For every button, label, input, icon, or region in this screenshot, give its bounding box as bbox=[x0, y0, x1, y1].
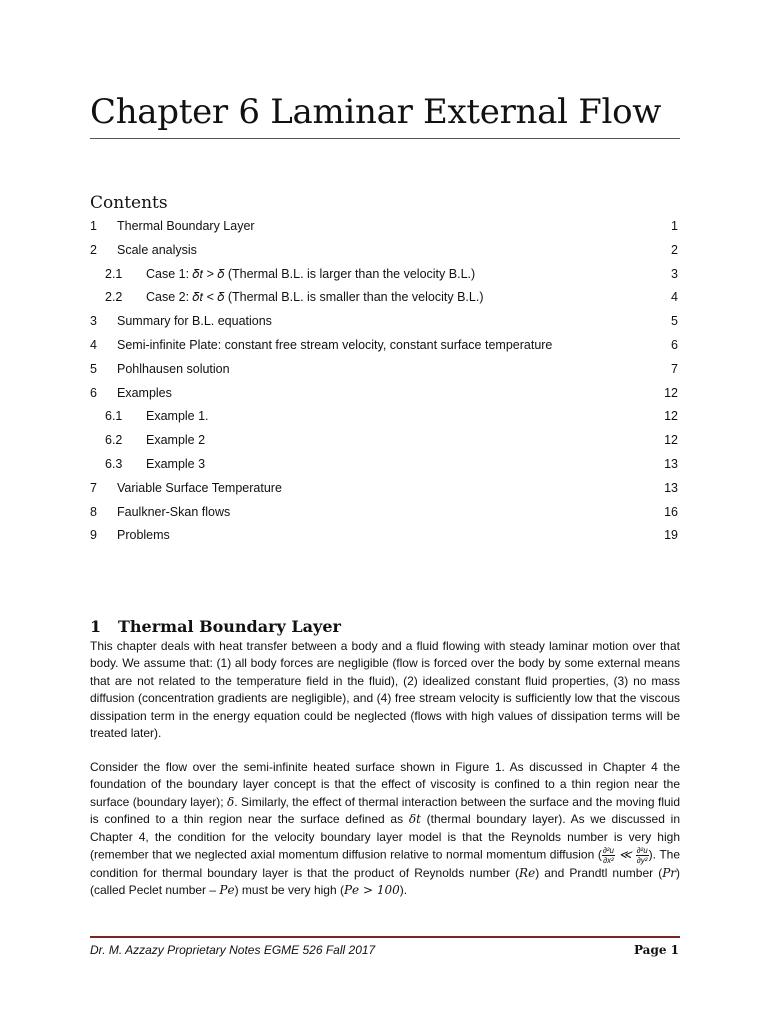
toc-entry-number: 5 bbox=[90, 361, 97, 376]
fraction-denominator: ∂y² bbox=[636, 856, 648, 866]
toc-entry-number: 2.1 bbox=[105, 266, 123, 281]
toc-entry[interactable] bbox=[90, 454, 680, 478]
toc-entry-label: Example 2 bbox=[146, 433, 206, 448]
chapter-title: Chapter 6 Laminar External Flow bbox=[90, 92, 662, 132]
footer-author: Dr. M. Azzazy Proprietary Notes EGME 526 Fall 2017 bbox=[90, 943, 376, 957]
math-much-less: ≪ bbox=[614, 847, 636, 862]
toc-entry-label: Summary for B.L. equations bbox=[117, 314, 272, 329]
fraction-numerator: ∂²u bbox=[602, 846, 614, 856]
toc-entry[interactable] bbox=[90, 478, 680, 502]
contents-heading: Contents bbox=[90, 193, 168, 213]
toc-entry-page: 1 bbox=[671, 219, 678, 233]
toc-entry-label: Variable Surface Temperature bbox=[117, 480, 282, 495]
toc-entry[interactable] bbox=[90, 311, 680, 335]
toc-entry-label: Semi-infinite Plate: constant free stream velocity, constant surface temperature bbox=[117, 337, 553, 352]
toc-entry-page: 12 bbox=[664, 409, 678, 424]
toc-entry-number: 7 bbox=[90, 480, 97, 495]
toc-entry-number: 9 bbox=[90, 528, 97, 543]
math-peclet: 𝑃𝑒 bbox=[219, 883, 235, 898]
toc-entry-page: 5 bbox=[671, 314, 678, 329]
toc-entry-label: Faulkner-Skan flows bbox=[117, 504, 231, 519]
toc-entry-page: 13 bbox=[664, 480, 678, 495]
math-delta-t: 𝛿𝑡 bbox=[408, 812, 421, 827]
toc-entry[interactable] bbox=[90, 240, 680, 264]
toc-entry-page: 4 bbox=[671, 290, 678, 305]
toc-entry-page: 19 bbox=[664, 528, 678, 543]
toc-entry[interactable] bbox=[90, 502, 680, 526]
toc-entry[interactable] bbox=[90, 359, 680, 383]
toc-entry-number: 8 bbox=[90, 504, 97, 519]
toc-entry-number: 3 bbox=[90, 314, 97, 329]
toc-entry-label: Example 3 bbox=[146, 456, 206, 471]
toc-entry-page: 3 bbox=[671, 266, 678, 281]
toc-entry-label: Case 1: 𝛿𝑡 > 𝛿 (Thermal B.L. is larger than the velocity B.L.) bbox=[146, 266, 476, 281]
toc-entry-page: 2 bbox=[671, 242, 678, 257]
text-run: Consider the flow over the semi-infinite heated surface shown in Figure 1. As discussed in Chapter 4 the foundation of the boundary layer concept is that the effect of viscosity is confined to a thin region near the surface (boundary layer); bbox=[90, 760, 680, 809]
footer-divider bbox=[90, 936, 680, 938]
toc-entry-label: Pohlhausen solution bbox=[117, 361, 230, 376]
toc-entry-page: 12 bbox=[664, 433, 678, 448]
toc-entry-label: Example 1. bbox=[146, 409, 209, 424]
math-prandtl: 𝑃𝑟 bbox=[662, 866, 676, 881]
toc-entry-number: 6.2 bbox=[105, 433, 123, 448]
intro-paragraph: This chapter deals with heat transfer between a body and a fluid flowing with steady laminar motion over that body. We assume that: (1) all body forces are negligible (flow is forced over the body by some external means that are not related to the temperature field in the fluid), (2) idealized constant fluid properties, (3) no mass diffusion (concentration gradients are negligible), and (4) free stream velocity is sufficiently low that the viscous dissipation term in the energy equation could be neglected (flows with high values of dissipation terms will be treated later). bbox=[90, 639, 680, 741]
toc-entry[interactable] bbox=[90, 216, 680, 240]
toc-entry-page: 7 bbox=[671, 361, 678, 376]
fraction-d2u-dy2 bbox=[636, 846, 649, 865]
toc-entry-page: 16 bbox=[664, 504, 678, 519]
toc-entry[interactable] bbox=[90, 430, 680, 454]
toc-entry[interactable] bbox=[90, 383, 680, 407]
section-number: 1 bbox=[90, 617, 102, 636]
boundary-layer-paragraph bbox=[90, 759, 680, 900]
toc-entry-number: 1 bbox=[90, 219, 97, 233]
fraction-numerator: ∂²u bbox=[636, 846, 648, 856]
toc-entry-number: 2 bbox=[90, 242, 97, 257]
math-peclet-condition: 𝑃𝑒 > 100 bbox=[343, 883, 400, 898]
text-run: ) and Prandtl number ( bbox=[535, 866, 663, 881]
toc-entry-label: Scale analysis bbox=[117, 242, 197, 257]
toc-entry-number: 4 bbox=[90, 337, 97, 352]
toc-entry-number: 6.3 bbox=[105, 456, 123, 471]
title-divider bbox=[90, 138, 680, 139]
toc-entry-number: 2.2 bbox=[105, 290, 123, 305]
toc-entry[interactable] bbox=[90, 335, 680, 359]
toc-entry[interactable] bbox=[90, 525, 680, 549]
math-delta: 𝛿 bbox=[227, 794, 235, 809]
section-heading bbox=[90, 617, 341, 636]
toc-entry-label: Examples bbox=[117, 385, 172, 400]
table-of-contents bbox=[90, 216, 680, 549]
toc-entry-number: 6 bbox=[90, 385, 97, 400]
toc-entry-label: Problems bbox=[117, 528, 170, 543]
text-run: ). bbox=[399, 883, 408, 898]
text-run: ). The condition for thermal boundary layer is that the product of Reynolds number ( bbox=[90, 847, 681, 881]
toc-entry-page: 12 bbox=[664, 385, 678, 400]
toc-entry-label: Case 2: 𝛿𝑡 < 𝛿 (Thermal B.L. is smaller than the velocity B.L.) bbox=[146, 290, 484, 305]
page-number: Page 1 bbox=[633, 943, 679, 957]
text-run: (thermal boundary layer). As we discussed in Chapter 4, the condition for the velocity boundary layer model is that the Reynolds number is very high (remember that we neglected axial momentum diffusion relative to normal momentum diffusion ( bbox=[90, 812, 680, 862]
toc-entry-page: 6 bbox=[671, 337, 678, 352]
text-run: . Similarly, the effect of thermal interaction between the surface and the moving fluid is confined to a thin region near the surface defined as bbox=[90, 794, 680, 827]
toc-entry-number: 6.1 bbox=[105, 409, 123, 424]
toc-entry-page: 13 bbox=[664, 456, 678, 471]
fraction-denominator: ∂x² bbox=[603, 856, 614, 866]
toc-entry[interactable] bbox=[90, 264, 680, 288]
section-title: Thermal Boundary Layer bbox=[118, 617, 341, 636]
fraction-d2u-dx2 bbox=[602, 846, 615, 865]
toc-entry[interactable] bbox=[90, 406, 680, 430]
toc-entry-label: Thermal Boundary Layer bbox=[117, 219, 255, 233]
toc-entry[interactable] bbox=[90, 287, 680, 311]
text-run: ) must be very high ( bbox=[234, 883, 344, 898]
text-run: ) (called Peclet number – bbox=[90, 866, 680, 898]
math-reynolds: 𝑅𝑒 bbox=[519, 866, 536, 881]
